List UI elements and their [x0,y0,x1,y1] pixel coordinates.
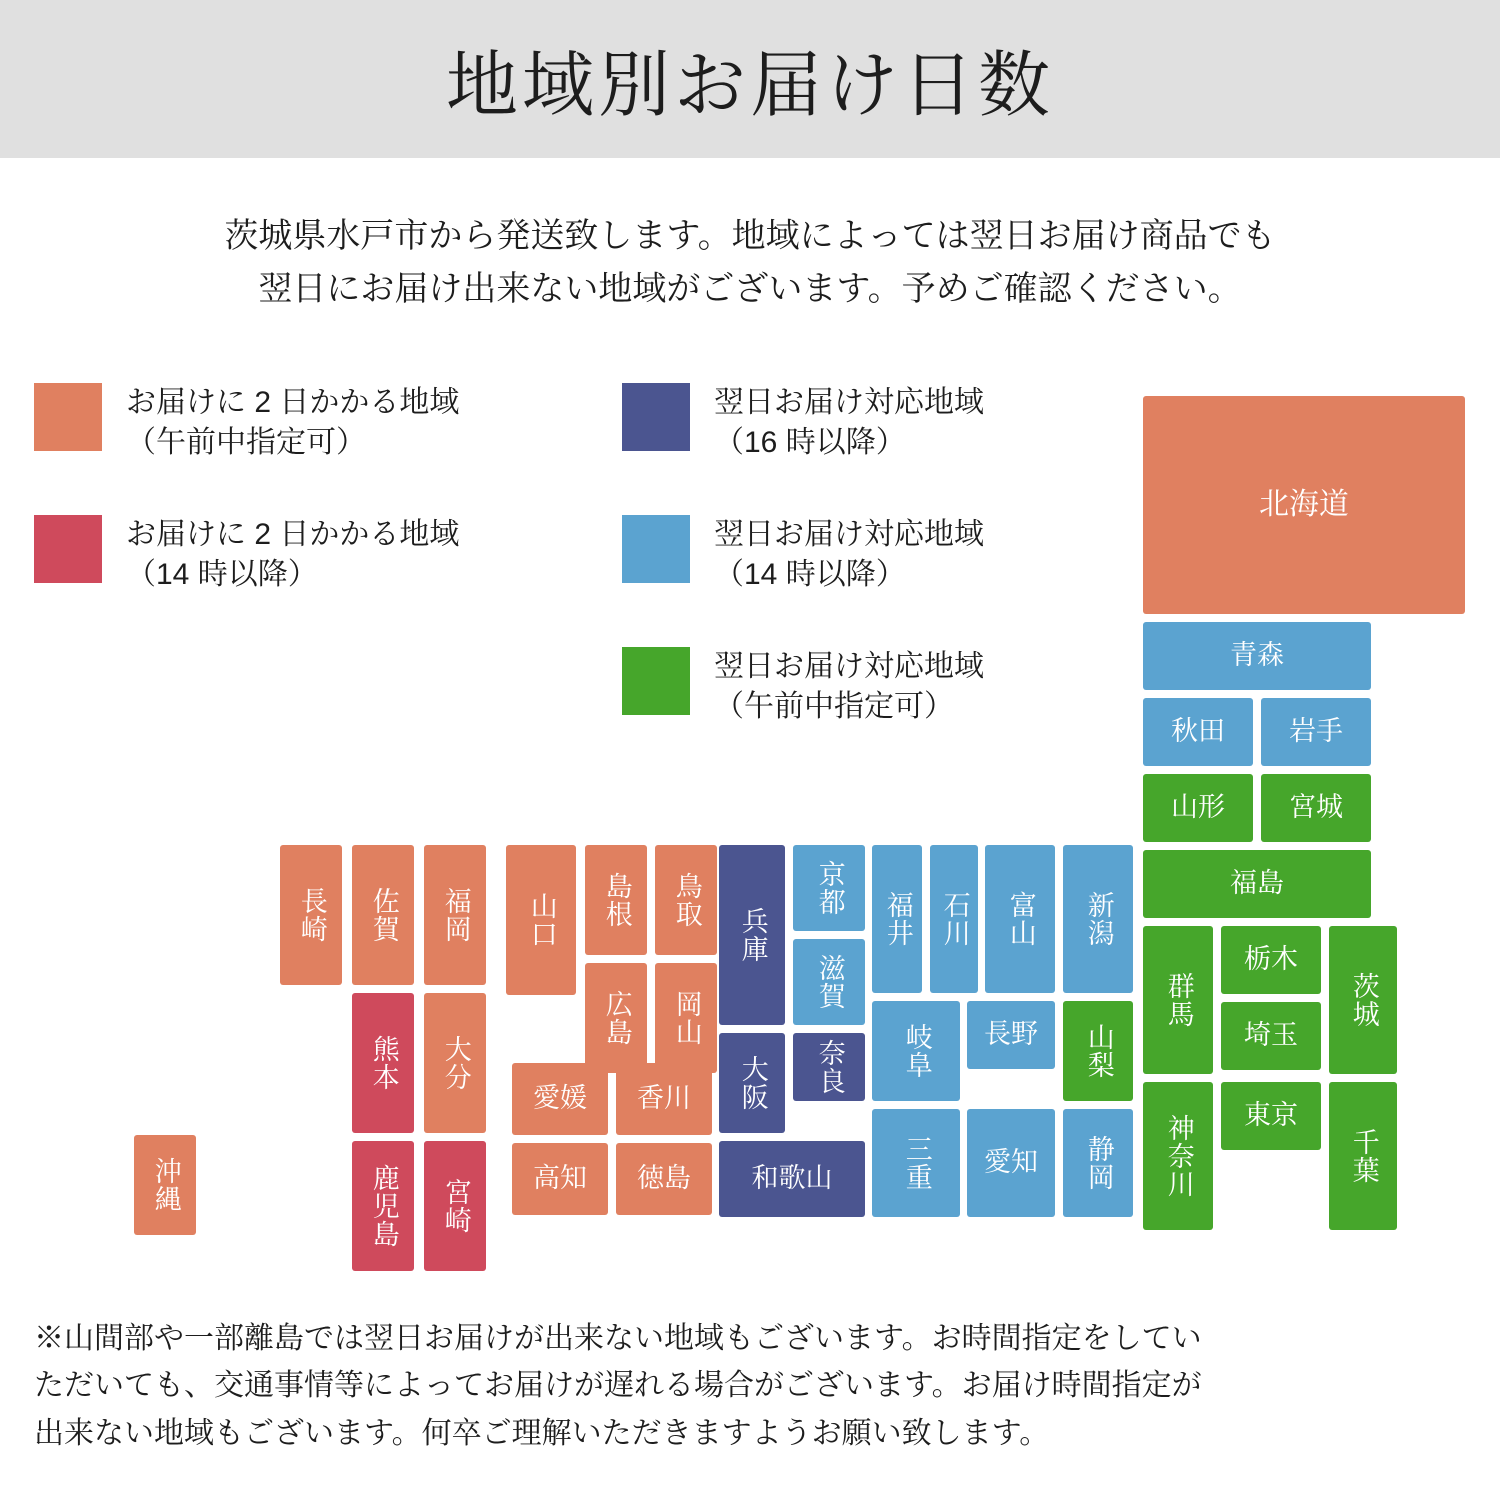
intro-text [0,210,1500,315]
legend-item-next-day-am [622,647,984,726]
footnote [34,1315,1466,1457]
legend-label-sub: （午前中指定可） [126,425,366,459]
legend-label-main: 翌日お届け対応地域 [714,518,984,551]
prefecture-block: 鹿児島 [352,1141,414,1271]
legend-item-next-day-14 [622,515,984,594]
prefecture-block: 福島 [1143,850,1371,918]
prefecture-block: 京都 [793,845,865,931]
prefecture-block: 鳥取 [655,845,717,955]
prefecture-block: 石川 [930,845,978,993]
prefecture-block: 青森 [1143,622,1371,690]
legend-label-next-day-14 [714,515,984,594]
legend-label-main: お届けに 2 日かかる地域 [126,518,460,551]
prefecture-block: 愛知 [967,1109,1055,1217]
legend-label-main: 翌日お届け対応地域 [714,650,984,683]
legend [0,375,1120,745]
prefecture-block: 岐阜 [872,1001,960,1101]
prefecture-block: 熊本 [352,993,414,1133]
legend-label-sub: （午前中指定可） [714,689,954,723]
prefecture-block: 埼玉 [1221,1002,1321,1070]
legend-swatch-two-day-14 [34,515,102,583]
prefecture-block: 宮城 [1261,774,1371,842]
legend-swatch-next-day-am [622,647,690,715]
prefecture-block: 三重 [872,1109,960,1217]
prefecture-block: 岡山 [655,963,717,1073]
prefecture-block: 徳島 [616,1143,712,1215]
intro-line-2: 翌日にお届け出来ない地域がございます。予めご確認ください。 [258,269,1242,308]
prefecture-block: 栃木 [1221,926,1321,994]
prefecture-block: 山形 [1143,774,1253,842]
legend-label-sub: （16 時以降） [714,425,906,459]
footnote-line-3: 出来ない地域もございます。何卒ご理解いただきますようお願い致します。 [34,1416,1050,1450]
legend-label-main: お届けに 2 日かかる地域 [126,386,460,419]
prefecture-block: 広島 [585,963,647,1073]
prefecture-block: 茨城 [1329,926,1397,1074]
prefecture-block: 岩手 [1261,698,1371,766]
legend-swatch-next-day-16 [622,383,690,451]
prefecture-block: 長崎 [280,845,342,985]
prefecture-block: 兵庫 [719,845,785,1025]
prefecture-block: 神奈川 [1143,1082,1213,1230]
legend-label-sub: （14 時以降） [714,557,906,591]
prefecture-block: 東京 [1221,1082,1321,1150]
legend-item-next-day-16 [622,383,984,462]
prefecture-block: 福岡 [424,845,486,985]
prefecture-block: 長野 [967,1001,1055,1069]
prefecture-block: 秋田 [1143,698,1253,766]
legend-swatch-next-day-14 [622,515,690,583]
legend-item-two-day-am [34,383,459,462]
page-title: 地域別お届け日数 [445,46,1054,126]
prefecture-block: 大分 [424,993,486,1133]
prefecture-block: 山口 [506,845,576,995]
footnote-line-2: ただいても、交通事情等によってお届けが遅れる場合がございます。お届け時間指定が [34,1369,1202,1403]
prefecture-block: 新潟 [1063,845,1133,993]
intro-line-1: 茨城県水戸市から発送致します。地域によっては翌日お届け商品でも [224,217,1276,255]
header-bar [0,0,1500,158]
prefecture-block: 山梨 [1063,1001,1133,1101]
legend-label-two-day-am [126,383,459,462]
prefecture-block: 千葉 [1329,1082,1397,1230]
legend-label-next-day-16 [714,383,984,462]
prefecture-block: 佐賀 [352,845,414,985]
prefecture-block: 群馬 [1143,926,1213,1074]
prefecture-block: 静岡 [1063,1109,1133,1217]
prefecture-block: 北海道 [1143,396,1465,614]
prefecture-block: 愛媛 [512,1063,608,1135]
legend-label-two-day-14 [126,515,459,594]
prefecture-block: 大阪 [719,1033,785,1133]
prefecture-block: 沖縄 [134,1135,196,1235]
prefecture-block: 香川 [616,1063,712,1135]
prefecture-block: 島根 [585,845,647,955]
legend-swatch-two-day-am [34,383,102,451]
prefecture-block: 和歌山 [719,1141,865,1217]
footnote-line-1: ※山間部や一部離島では翌日お届けが出来ない地域もございます。お時間指定をしてい [34,1322,1202,1355]
prefecture-block: 宮崎 [424,1141,486,1271]
legend-label-main: 翌日お届け対応地域 [714,386,984,419]
prefecture-block: 福井 [872,845,922,993]
prefecture-block: 富山 [985,845,1055,993]
prefecture-block: 高知 [512,1143,608,1215]
prefecture-block: 滋賀 [793,939,865,1025]
legend-label-sub: （14 時以降） [126,557,318,591]
prefecture-block: 奈良 [793,1033,865,1101]
legend-label-next-day-am [714,647,984,726]
legend-item-two-day-14 [34,515,459,594]
